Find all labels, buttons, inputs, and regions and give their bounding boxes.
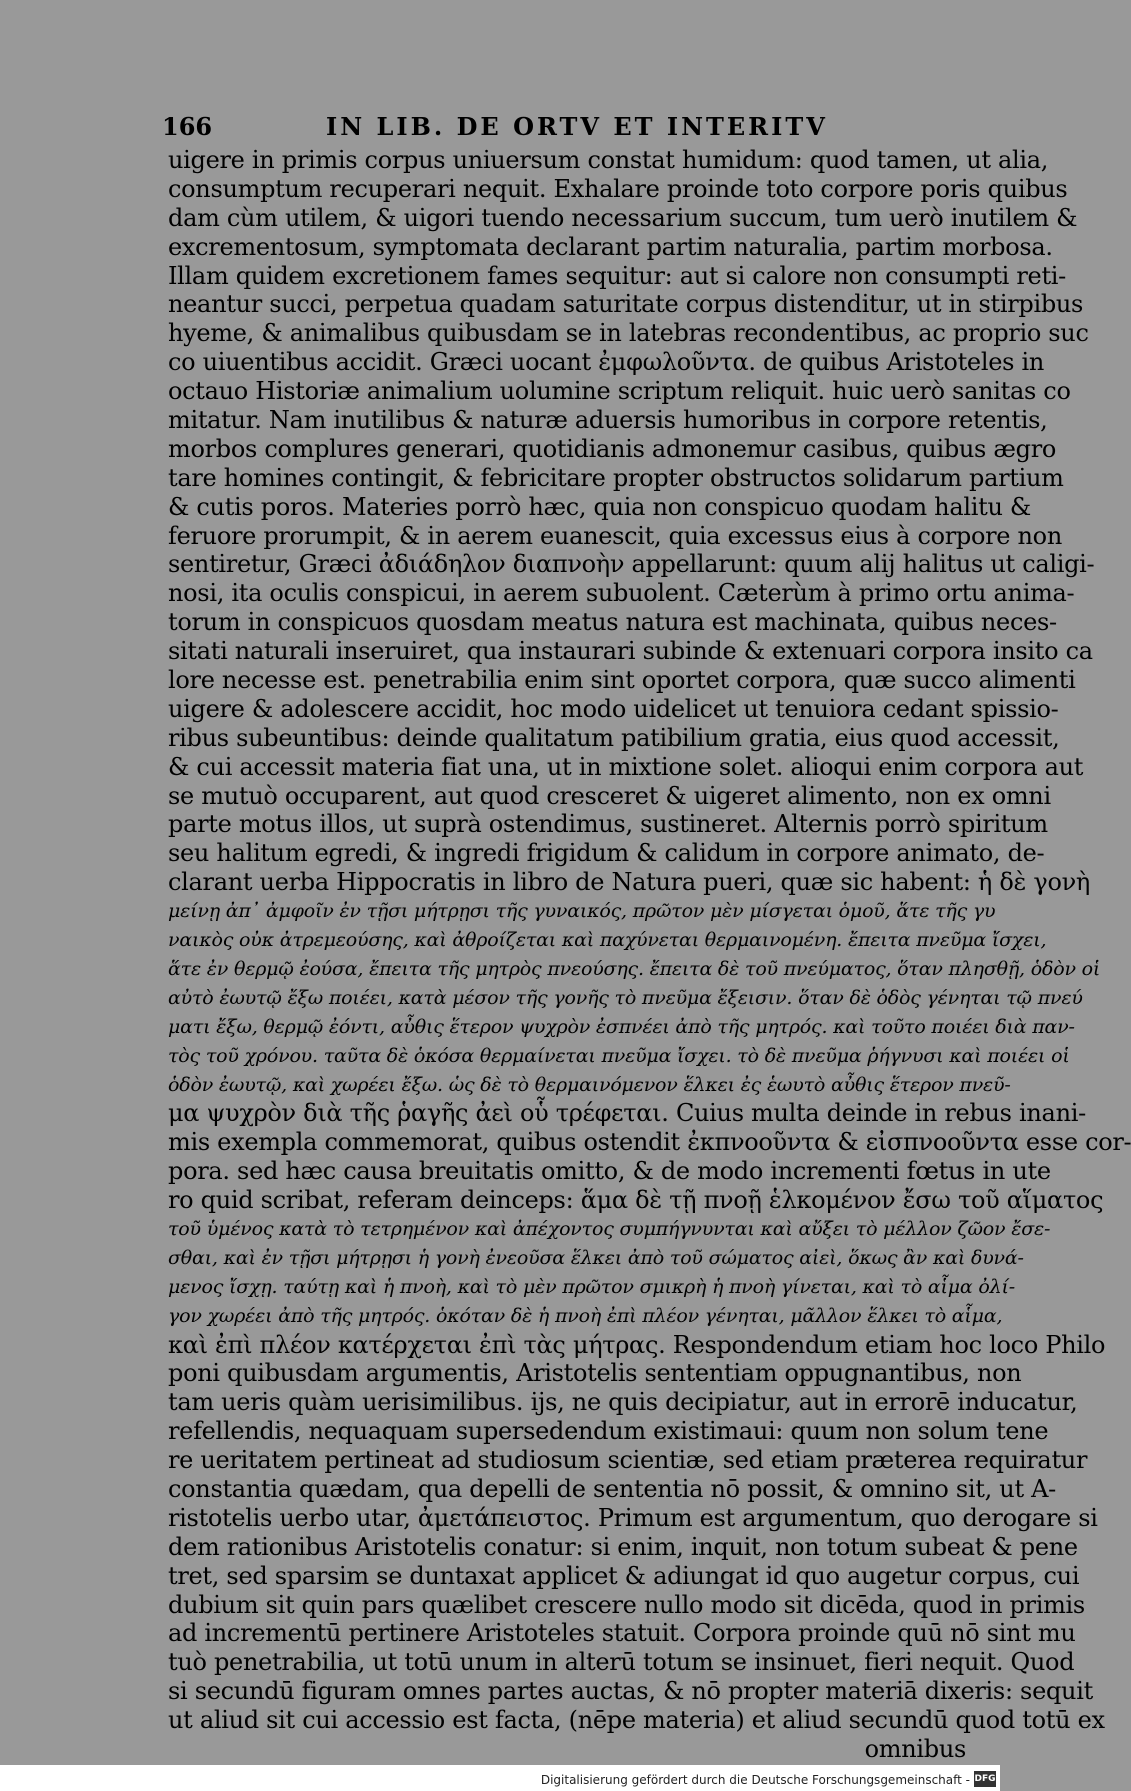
- book-page: [162, 112, 1131, 1764]
- digitization-footer: [0, 1765, 1000, 1791]
- text-line: refellendis, nequaquam supersedendum existimaui: quum non solum tene: [168, 1417, 1049, 1446]
- text-line: sentiretur, Græci ἀδιάδηλον διαπνοὴν appellarunt: quum alij halitus ut caligi-: [168, 550, 1095, 579]
- text-line: ὁδὸν ἐωυτῷ, καὶ χωρέει ἔξω. ὡς δὲ τὸ θερμαινόμενον ἕλκει ἐς ἑωυτὸ αὖθις ἕτερον πνεῦ-: [168, 1073, 1011, 1096]
- text-line: αὐτὸ ἐωυτῷ ἔξω ποιέει, κατὰ μέσον τῆς γονῆς τὸ πνεῦμα ἔξεισιν. ὅταν δὲ ὁδὸς γένηται τῷ πνεύ: [168, 986, 1083, 1009]
- text-line: τὸς τοῦ χρόνου. ταῦτα δὲ ὁκόσα θερμαίνεται πνεῦμα ἴσχει. τὸ δὲ πνεῦμα ῥήγνυσι καὶ ποιέει οἱ: [168, 1044, 1070, 1067]
- text-line: se mutuò occuparent, aut quod cresceret & uigeret alimento, non ex omni: [168, 781, 1051, 810]
- text-line: ribus subeuntibus: deinde qualitatum patibilium gratia, eius quod accessit,: [168, 723, 1060, 752]
- text-line: ματι ἔξω, θερμῷ ἐόντι, αὖθις ἕτερον ψυχρὸν ἐσπνέει ἀπὸ τῆς μητρός. καὶ τοῦτο ποιέει διὰ παν-: [168, 1015, 1075, 1038]
- running-head: [162, 112, 966, 152]
- text-line: consumptum recuperari nequit. Exhalare proinde toto corpore poris quibus: [168, 174, 1068, 203]
- text-line: si secundū figuram omnes partes auctas, & nō propter materiā dixeris: sequit: [168, 1677, 1093, 1706]
- text-line: καὶ ἐπὶ πλέον κατέρχεται ἐπὶ τὰς μήτρας. Respondendum etiam hoc loco Philo: [168, 1330, 1106, 1359]
- text-line: mis exempla commemorat, quibus ostendit ἐκπνοοῦντα & εἰσπνοοῦντα esse cor-: [168, 1128, 1131, 1157]
- text-line: ἅτε ἐν θερμῷ ἐούσα, ἔπειτα τῆς μητρὸς πνεούσης. ἔπειτα δὲ τοῦ πνεύματος, ὅταν πλησθῇ, ὁδὸν οἱ: [168, 957, 1101, 980]
- text-line: constantia quædam, qua depelli de sententia nō possit, & omnino sit, ut A-: [168, 1474, 1056, 1503]
- text-line: omnibus: [864, 1734, 966, 1763]
- text-line: & cui accessit materia fiat una, ut in mixtione solet. alioqui enim corpora aut: [168, 752, 1084, 781]
- text-line: dubium sit quin pars quælibet crescere nullo modo sit dicēda, quod in primis: [168, 1590, 1085, 1619]
- text-line: morbos complures generari, quotidianis admonemur casibus, quibus ægro: [168, 434, 1057, 463]
- text-line: lore necesse est. penetrabilia enim sint oportet corpora, quæ succo alimenti: [168, 666, 1076, 695]
- text-line: ut aliud sit cui accessio est facta, (nēpe materia) et aliud secundū quod totū ex: [168, 1706, 1105, 1735]
- text-line: Illam quidem excretionem fames sequitur: aut si calore non consumpti reti-: [168, 261, 1066, 290]
- text-line: tret, sed sparsim se duntaxat applicet & adiungat id quo augetur corpus, cui: [168, 1561, 1080, 1590]
- text-line: μείνῃ ἀπ᾽ ἀμφοῖν ἐν τῇσι μήτρῃσι τῆς γυναικός, πρῶτον μὲν μίσγεται ὁμοῦ, ἅτε τῆς γυ: [168, 900, 996, 923]
- text-line: parte motus illos, ut suprà ostendimus, sustineret. Alternis porrò spiritum: [168, 810, 1048, 839]
- text-line: seu halitum egredi, & ingredi frigidum & calidum in corpore animato, de-: [168, 839, 1045, 868]
- text-line: uigere & adolescere accidit, hoc modo uidelicet ut tenuiora cedant spissio-: [168, 694, 1059, 723]
- text-line: ad incrementū pertinere Aristoteles statuit. Corpora proinde quū nō sint mu: [168, 1619, 1076, 1648]
- body-text: [168, 146, 1131, 1764]
- text-line: clarant uerba Hippocratis in libro de Natura pueri, quæ sic habent: ἡ δὲ γονὴ: [168, 868, 1090, 897]
- text-line: feruore prorumpit, & in aerem euanescit, quia excessus eius à corpore non: [168, 521, 1062, 550]
- text-line: tuò penetrabilia, ut totū unum in alterū totum se insinuet, fieri nequit. Quod: [168, 1648, 1075, 1677]
- text-line: γον χωρέει ἀπὸ τῆς μητρός. ὁκόταν δὲ ἡ πνοὴ ἐπὶ πλέον γένηται, μᾶλλον ἕλκει τὸ αἷμα,: [168, 1304, 1003, 1327]
- text-line: uigere in primis corpus uniuersum constat humidum: quod tamen, ut alia,: [168, 146, 1049, 174]
- text-line: tam ueris quàm uerisimilibus. ijs, ne quis decipiatur, aut in errorē inducatur,: [168, 1388, 1078, 1417]
- text-line: dem rationibus Aristotelis conatur: si enim, inquit, non totum subeat & pene: [168, 1532, 1078, 1561]
- text-line: neantur succi, perpetua quadam saturitate corpus distenditur, ut in stirpibus: [168, 290, 1084, 319]
- text-line: μενος ἴσχῃ. ταύτῃ καὶ ἡ πνοὴ, καὶ τὸ μὲν πρῶτον σμικρὴ ἡ πνοὴ γίνεται, καὶ τὸ αἷμα ὀλί-: [168, 1275, 1015, 1298]
- dfg-logo-icon: DFG: [974, 1771, 996, 1787]
- text-line: σθαι, καὶ ἐν τῇσι μήτρῃσι ἡ γονὴ ἐνεοῦσα ἕλκει ἀπὸ τοῦ σώματος αἰεὶ, ὅκως ἂν καὶ δυνά-: [168, 1246, 1024, 1269]
- text-line: hyeme, & animalibus quibusdam se in latebras recondentibus, ac proprio suc: [168, 319, 1089, 348]
- text-line: ristotelis uerbo utar, ἀμετάπειστος. Primum est argumentum, quo derogare si: [168, 1503, 1098, 1532]
- text-line: pora. sed hæc causa breuitatis omitto, & de modo incrementi fœtus in ute: [168, 1157, 1051, 1186]
- text-line: tare homines contingit, & febricitare propter obstructos solidarum partium: [168, 463, 1064, 492]
- text-line: excrementosum, symptomata declarant partim naturalia, partim morbosa.: [168, 232, 1053, 261]
- text-line: ro quid scribat, referam deinceps: ἅμα δὲ τῇ πνοῇ ἑλκομένον ἔσω τοῦ αἵματος: [168, 1186, 1104, 1215]
- text-line: torum in conspicuos quosdam meatus natura est machinata, quibus neces-: [168, 608, 1057, 637]
- text-line: μα ψυχρὸν διὰ τῆς ῥαγῆς ἀεὶ οὗ τρέφεται. Cuius multa deinde in rebus inani-: [168, 1099, 1086, 1128]
- running-title: IN LIB. DE ORTV ET INTERITV: [326, 112, 828, 141]
- text-line: nosi, ita oculis conspicui, in aerem subuolent. Cæterùm à primo ortu anima-: [168, 579, 1075, 608]
- text-line: re ueritatem pertineat ad studiosum scientiæ, sed etiam præterea requiratur: [168, 1446, 1088, 1475]
- text-line: & cutis poros. Materies porrò hæc, quia non conspicuo quodam halitu &: [168, 492, 1031, 521]
- text-line: poni quibusdam argumentis, Aristotelis sententiam oppugnantibus, non: [168, 1359, 1022, 1388]
- text-line: τοῦ ὑμένος κατὰ τὸ τετρημένον καὶ ἀπέχοντος συμπήγνυνται καὶ αὔξει τὸ μέλλον ζῶον ἔσε-: [168, 1217, 1051, 1240]
- funding-credit: Digitalisierung gefördert durch die Deutsche Forschungsgemeinschaft -: [540, 1773, 970, 1787]
- text-line: mitatur. Nam inutilibus & naturæ aduersis humoribus in corpore retentis,: [168, 406, 1048, 435]
- text-line: co uiuentibus accidit. Græci uocant ἐμφωλοῦντα. de quibus Aristoteles in: [168, 348, 1044, 377]
- text-line: dam cùm utilem, & uigori tuendo necessarium succum, tum uerò inutilem &: [168, 203, 1078, 232]
- text-line: ναικὸς οὐκ ἀτρεμεούσης, καὶ ἀθροίζεται καὶ παχύνεται θερμαινομένη. ἔπειτα πνεῦμα ἴσχει,: [168, 929, 1047, 952]
- text-line: sitati naturali inseruiret, qua instaurari subinde & extenuari corpora insito ca: [168, 637, 1093, 666]
- page-number: 166: [162, 112, 213, 141]
- text-line: octauo Historiæ animalium uolumine scriptum reliquit. huic uerò sanitas co: [168, 377, 1071, 406]
